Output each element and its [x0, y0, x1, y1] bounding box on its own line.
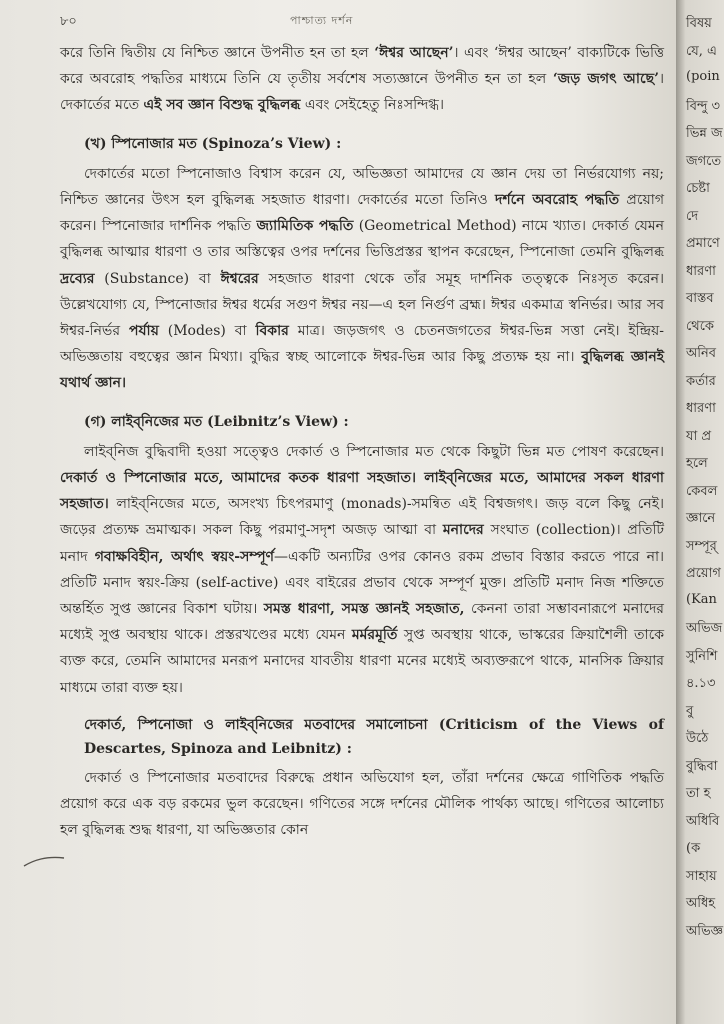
- adjacent-text-fragment: যে, এ: [686, 43, 717, 59]
- intro-paragraph: [60, 40, 664, 119]
- adjacent-text-fragment: ৪.১৩: [686, 676, 716, 691]
- adjacent-text-fragment: অভিজ: [686, 621, 723, 636]
- adjacent-text-fragment: (ক: [686, 841, 701, 856]
- adjacent-text-fragment: অভিজ্ঞ: [686, 923, 724, 939]
- adjacent-text-fragment: ভিন্ন জ: [686, 126, 723, 141]
- adjacent-text-fragment: দে: [686, 208, 699, 224]
- text: —একটি অন্যটির ওপর কোনও রকম প্রভাব বিস্তার করতে পারে না। প্রতিটি মনাদ স্বয়ং-ক্রিয় (self-active) এবং বাইরের প্রভাব থেকে সম্পূর্ণ মুক্ত। প্রতিটি মনাদ নিজ শক্তিতে অন্তর্হিত সুপ্ত জ্ঞানের বিকাশ ঘটায়।: [60, 548, 665, 618]
- spinoza-heading: (খ) স্পিনোজার মত (Spinoza’s View) :: [84, 135, 342, 152]
- criticism-heading: দেকার্ত, স্পিনোজা ও লাইব্‌নিজের মতবাদের সমালোচনা (Criticism of the Views of Descartes, Spinoza and Leibnitz) :: [84, 716, 664, 757]
- bold-phrase: এই সব জ্ঞান বিশুদ্ধ বুদ্ধিলব্ধ: [143, 97, 301, 114]
- bold-phrase: দর্শনে অবরোহ পদ্ধতি: [495, 192, 620, 209]
- bold-phrase: জ্যামিতিক পদ্ধতি: [256, 218, 354, 235]
- leibniz-heading: (গ) লাইব্‌নিজের মত (Leibnitz’s View) :: [84, 413, 349, 430]
- adjacent-text-fragment: বাস্তব: [686, 291, 714, 306]
- leibniz-paragraph: [60, 439, 664, 701]
- text: লাইব্‌নিজ বুদ্ধিবাদী হওয়া সত্ত্বেও দেকার্ত ও স্পিনোজার মত থেকে কিছুটা ভিন্ন মত পোষণ করেছেন।: [84, 443, 664, 460]
- text: (Modes) বা: [158, 323, 256, 340]
- bold-phrase: ‘ঈশ্বর আছেন’: [374, 45, 454, 61]
- bold-phrase: ‘জড় জগৎ আছে’: [552, 71, 659, 88]
- bold-phrase: ঈশ্বরের: [220, 270, 259, 287]
- running-head: পাশ্চাত্য দর্শন: [290, 14, 354, 27]
- text: করে তিনি দ্বিতীয় যে নিশ্চিত জ্ঞানে উপনীত হন তা হল: [60, 45, 375, 61]
- bold-phrase: দ্রব্যের: [60, 270, 95, 287]
- adjacent-text-fragment: বিন্দু ৩: [686, 98, 720, 114]
- adjacent-text-fragment: ধারণা: [686, 263, 716, 279]
- adjacent-text-fragment: প্রমাণে: [686, 236, 720, 251]
- adjacent-text-fragment: ধারণা: [686, 401, 716, 416]
- adjacent-text-fragment: উঠে: [686, 731, 709, 746]
- text: (Geometrical Method) নামে খ্যাত। দেকার্ত যেমন বুদ্ধিলব্ধ আত্মার ধারণা ও তার অস্তিত্বের ওপর দর্শনের ভিত্তিপ্রস্তর স্থাপন করেছেন, স্পিনোজা তেমনি বুদ্ধিলব্ধ: [60, 218, 664, 261]
- text: কেননা তারা সম্ভাবনারূপে মনাদের মধ্যেই সুপ্ত অবস্থায় থাকে। প্রস্তরখণ্ডের মধ্যে যেমন: [60, 601, 664, 644]
- page-content: [60, 40, 664, 843]
- adjacent-text-fragment: (poin: [686, 69, 720, 84]
- adjacent-text-fragment: বুদ্ধিবা: [686, 758, 718, 774]
- text: । এবং ‘ঈশ্বর আছেন’ বাক্যটিকে ভিত্তি করে অবরোহ পদ্ধতির মাধ্যমে তিনি যে তৃতীয় সর্বশেষ সত্যজ্ঞানে উপনীত হন তা হল: [60, 45, 665, 88]
- bold-phrase: মর্মরমূর্তি: [351, 627, 398, 644]
- adjacent-text-fragment: বিষয়: [686, 16, 712, 31]
- adjacent-text-fragment: অধিবি: [686, 813, 720, 829]
- text: মাত্র। জড়জগৎ ও চেতনজগতের ঈশ্বর-ভিন্ন সত্তা নেই। ইন্দ্রিয়-অভিজ্ঞতায় বহুত্বের জ্ঞান মিথ্যা। বুদ্ধির স্বচ্ছ আলোকে ঈশ্বর-ভিন্ন আর কিছু প্রত্যক্ষ হয় না।: [60, 323, 664, 366]
- adjacent-text-fragment: সুনিশি: [686, 648, 718, 664]
- adjacent-text-fragment: জ্ঞানে: [686, 511, 716, 526]
- bold-phrase: পর্যায়: [128, 323, 159, 340]
- bold-phrase: বিকার: [255, 323, 289, 340]
- page-header: [60, 12, 660, 32]
- adjacent-text-fragment: কর্তার: [686, 373, 716, 389]
- adjacent-page-edge: [676, 0, 724, 1024]
- bold-phrase: বুদ্ধিলব্ধ জ্ঞানই যথার্থ জ্ঞান।: [60, 349, 664, 392]
- bold-phrase: মনাদের: [442, 522, 484, 539]
- adjacent-text-fragment: যা প্র: [686, 428, 712, 444]
- text: । দেকার্তের মতে: [60, 71, 665, 114]
- text: সংঘাত (collection)। প্রতিটি মনাদ: [60, 522, 664, 565]
- adjacent-text-fragment: (Kan: [686, 591, 717, 607]
- adjacent-text-fragment: হলে: [686, 456, 708, 471]
- adjacent-text-fragment: অনিব: [686, 346, 716, 361]
- text: দেকার্তের মতো স্পিনোজাও বিশ্বাস করেন যে, অভিজ্ঞতা আমাদের যে জ্ঞান দেয় তা নির্ভরযোগ্য নয়; নিশ্চিত জ্ঞানের উৎস হল বুদ্ধিলব্ধ সহজাত ধারণা। দেকার্তের মতো তিনিও: [60, 165, 664, 209]
- criticism-paragraph: দেকার্ত ও স্পিনোজার মতবাদের বিরুদ্ধে প্রধান অভিযোগ হল, তাঁরা দর্শনের ক্ষেত্রে গাণিতিক পদ্ধতি প্রয়োগ করে এক বড় রকমের ভুল করেছেন। গণিতের সঙ্গে দর্শনের মৌলিক পার্থক্য আছে। গণিতের আলোচ্য হল বুদ্ধিলব্ধ শুদ্ধ ধারণা, যা অভিজ্ঞতার কোন: [60, 769, 664, 839]
- adjacent-text-fragment: চেষ্টা: [686, 181, 710, 196]
- adjacent-text-fragment: সম্পূর্: [686, 538, 717, 554]
- text: লাইব্‌নিজের মতে, অসংখ্য চিৎপরমাণু (monads)-সমন্বিত এই বিশ্বজগৎ। জড় বলে কিছু নেই। জড়ের প্রত্যক্ষ ভ্রমাত্মক। সকল কিছু পরমাণু-সদৃশ অজড় আত্মা বা: [60, 496, 664, 539]
- adjacent-text-fragment: জগতে: [686, 153, 722, 169]
- adjacent-text-fragment: তা হ: [686, 786, 711, 801]
- bold-phrase: সমস্ত ধারণা, সমস্ত জ্ঞানই সহজাত,: [263, 601, 465, 618]
- text: এবং সেইহেতু নিঃসন্দিগ্ধ।: [300, 97, 444, 114]
- adjacent-text-fragment: কেবল: [686, 483, 718, 499]
- text: প্রয়োগ করেন। স্পিনোজার দার্শনিক পদ্ধতি: [60, 192, 664, 235]
- adjacent-text-fragment: প্রয়োগ: [686, 566, 721, 581]
- adjacent-text-fragment: থেকে: [686, 318, 715, 334]
- adjacent-text-fragment: অধিহ: [686, 896, 716, 911]
- bold-phrase: দেকার্ত ও স্পিনোজার মতে, আমাদের কতক ধারণা সহজাত। লাইব্‌নিজের মতে, আমাদের সকল ধারণা সহজাত।: [60, 470, 664, 513]
- page-number: ৮০: [60, 14, 77, 29]
- text: সুপ্ত অবস্থায় থাকে, ভাস্করের ক্রিয়াশৈলী তাকে ব্যক্ত করে, তেমনি আমাদের মনরূপ মনাদের যাবতীয় ধারণা মনের মধ্যেই অব্যক্তরূপে থাকে, মানসিক ক্রিয়ার মাধ্যমে তারা ব্যক্ত হয়।: [60, 627, 665, 696]
- bold-phrase: গবাক্ষবিহীন, অর্থাৎ স্বয়ং-সম্পূর্ণ: [94, 548, 275, 565]
- spinoza-paragraph: [60, 161, 664, 397]
- text: সহজাত ধারণা থেকে তাঁর সমূহ দার্শনিক তত্ত্বকে নিঃসৃত করেন। উল্লেখযোগ্য যে, স্পিনোজার ঈশ্বর ধর্মের সগুণ ঈশ্বর নয়—এ হল নির্গুণ ব্রহ্ম। ঈশ্বর একমাত্র স্বনির্ভর। আর সব ঈশ্বর-নির্ভর: [60, 270, 664, 340]
- adjacent-text-fragment: সাহায়: [686, 868, 717, 884]
- text: (Substance) বা: [94, 270, 221, 287]
- adjacent-text-fragment: বু: [686, 703, 694, 719]
- pencil-margin-mark: [22, 852, 66, 872]
